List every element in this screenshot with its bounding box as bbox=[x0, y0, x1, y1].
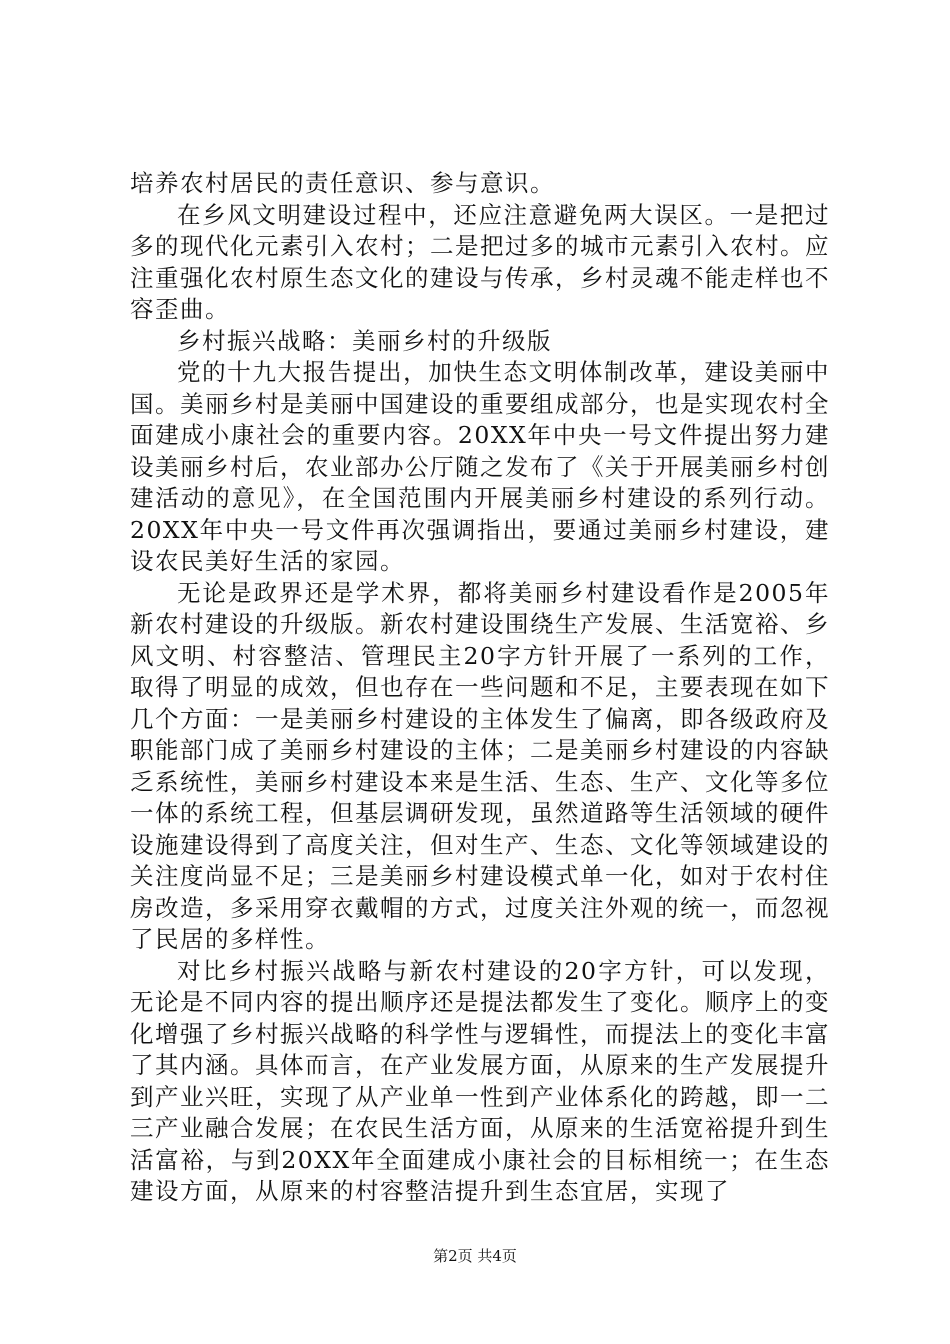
document-body bbox=[130, 168, 830, 1208]
page-footer: 第2页 共4页 bbox=[433, 1247, 517, 1265]
paragraph-comparison: 对比乡村振兴战略与新农村建设的20字方针，可以发现，无论是不同内容的提出顺序还是提法都发生了变化。顺序上的变化增强了乡村振兴战略的科学性与逻辑性，而提法上的变化丰富了其内涵。具体而言，在产业发展方面，从原来的生产发展提升到产业兴旺，实现了从产业单一性到产业体系化的跨越，即一二三产业融合发展；在农民生活方面，从原来的生活宽裕提升到生活富裕，与到20XX年全面建成小康社会的目标相统一；在生态建设方面，从原来的村容整洁提升到生态宜居，实现了 bbox=[130, 956, 830, 1205]
paragraph-continuation: 培养农村居民的责任意识、参与意识。 bbox=[130, 169, 555, 197]
paragraph-beautiful-china: 党的十九大报告提出，加快生态文明体制改革，建设美丽中国。美丽乡村是美丽中国建设的重要组成部分，也是实现农村全面建成小康社会的重要内容。20XX年中央一号文件提出努力建设美丽乡村后，农业部办公厅随之发布了《关于开展美丽乡村创建活动的意见》，在全国范围内开展美丽乡村建设的系列行动。20XX年中央一号文件再次强调指出，要通过美丽乡村建设，建设农民美好生活的家园。 bbox=[130, 358, 830, 575]
section-heading: 乡村振兴战略：美丽乡村的升级版 bbox=[177, 326, 552, 355]
paragraph-misconceptions: 在乡风文明建设过程中，还应注意避免两大误区。一是把过多的现代化元素引入农村；二是把过多的城市元素引入农村。应注重强化农村原生态文化的建设与传承，乡村灵魂不能走样也不容歪曲。 bbox=[130, 200, 830, 323]
paragraph-upgrade-version: 无论是政界还是学术界，都将美丽乡村建设看作是2005年新农村建设的升级版。新农村建设围绕生产发展、生活宽裕、乡风文明、村容整洁、管理民主20字方针开展了一系列的工作，取得了明显的成效，但也存在一些问题和不足，主要表现在如下几个方面：一是美丽乡村建设的主体发生了偏离，即各级政府及职能部门成了美丽乡村建设的主体；二是美丽乡村建设的内容缺乏系统性，美丽乡村建设本来是生活、生态、生产、文化等多位一体的系统工程，但基层调研发现，虽然道路等生活领域的硬件设施建设得到了高度关注，但对生产、生态、文化等领域建设的关注度尚显不足；三是美丽乡村建设模式单一化，如对于农村住房改造，多采用穿衣戴帽的方式，过度关注外观的统一，而忽视了民居的多样性。 bbox=[130, 578, 830, 953]
